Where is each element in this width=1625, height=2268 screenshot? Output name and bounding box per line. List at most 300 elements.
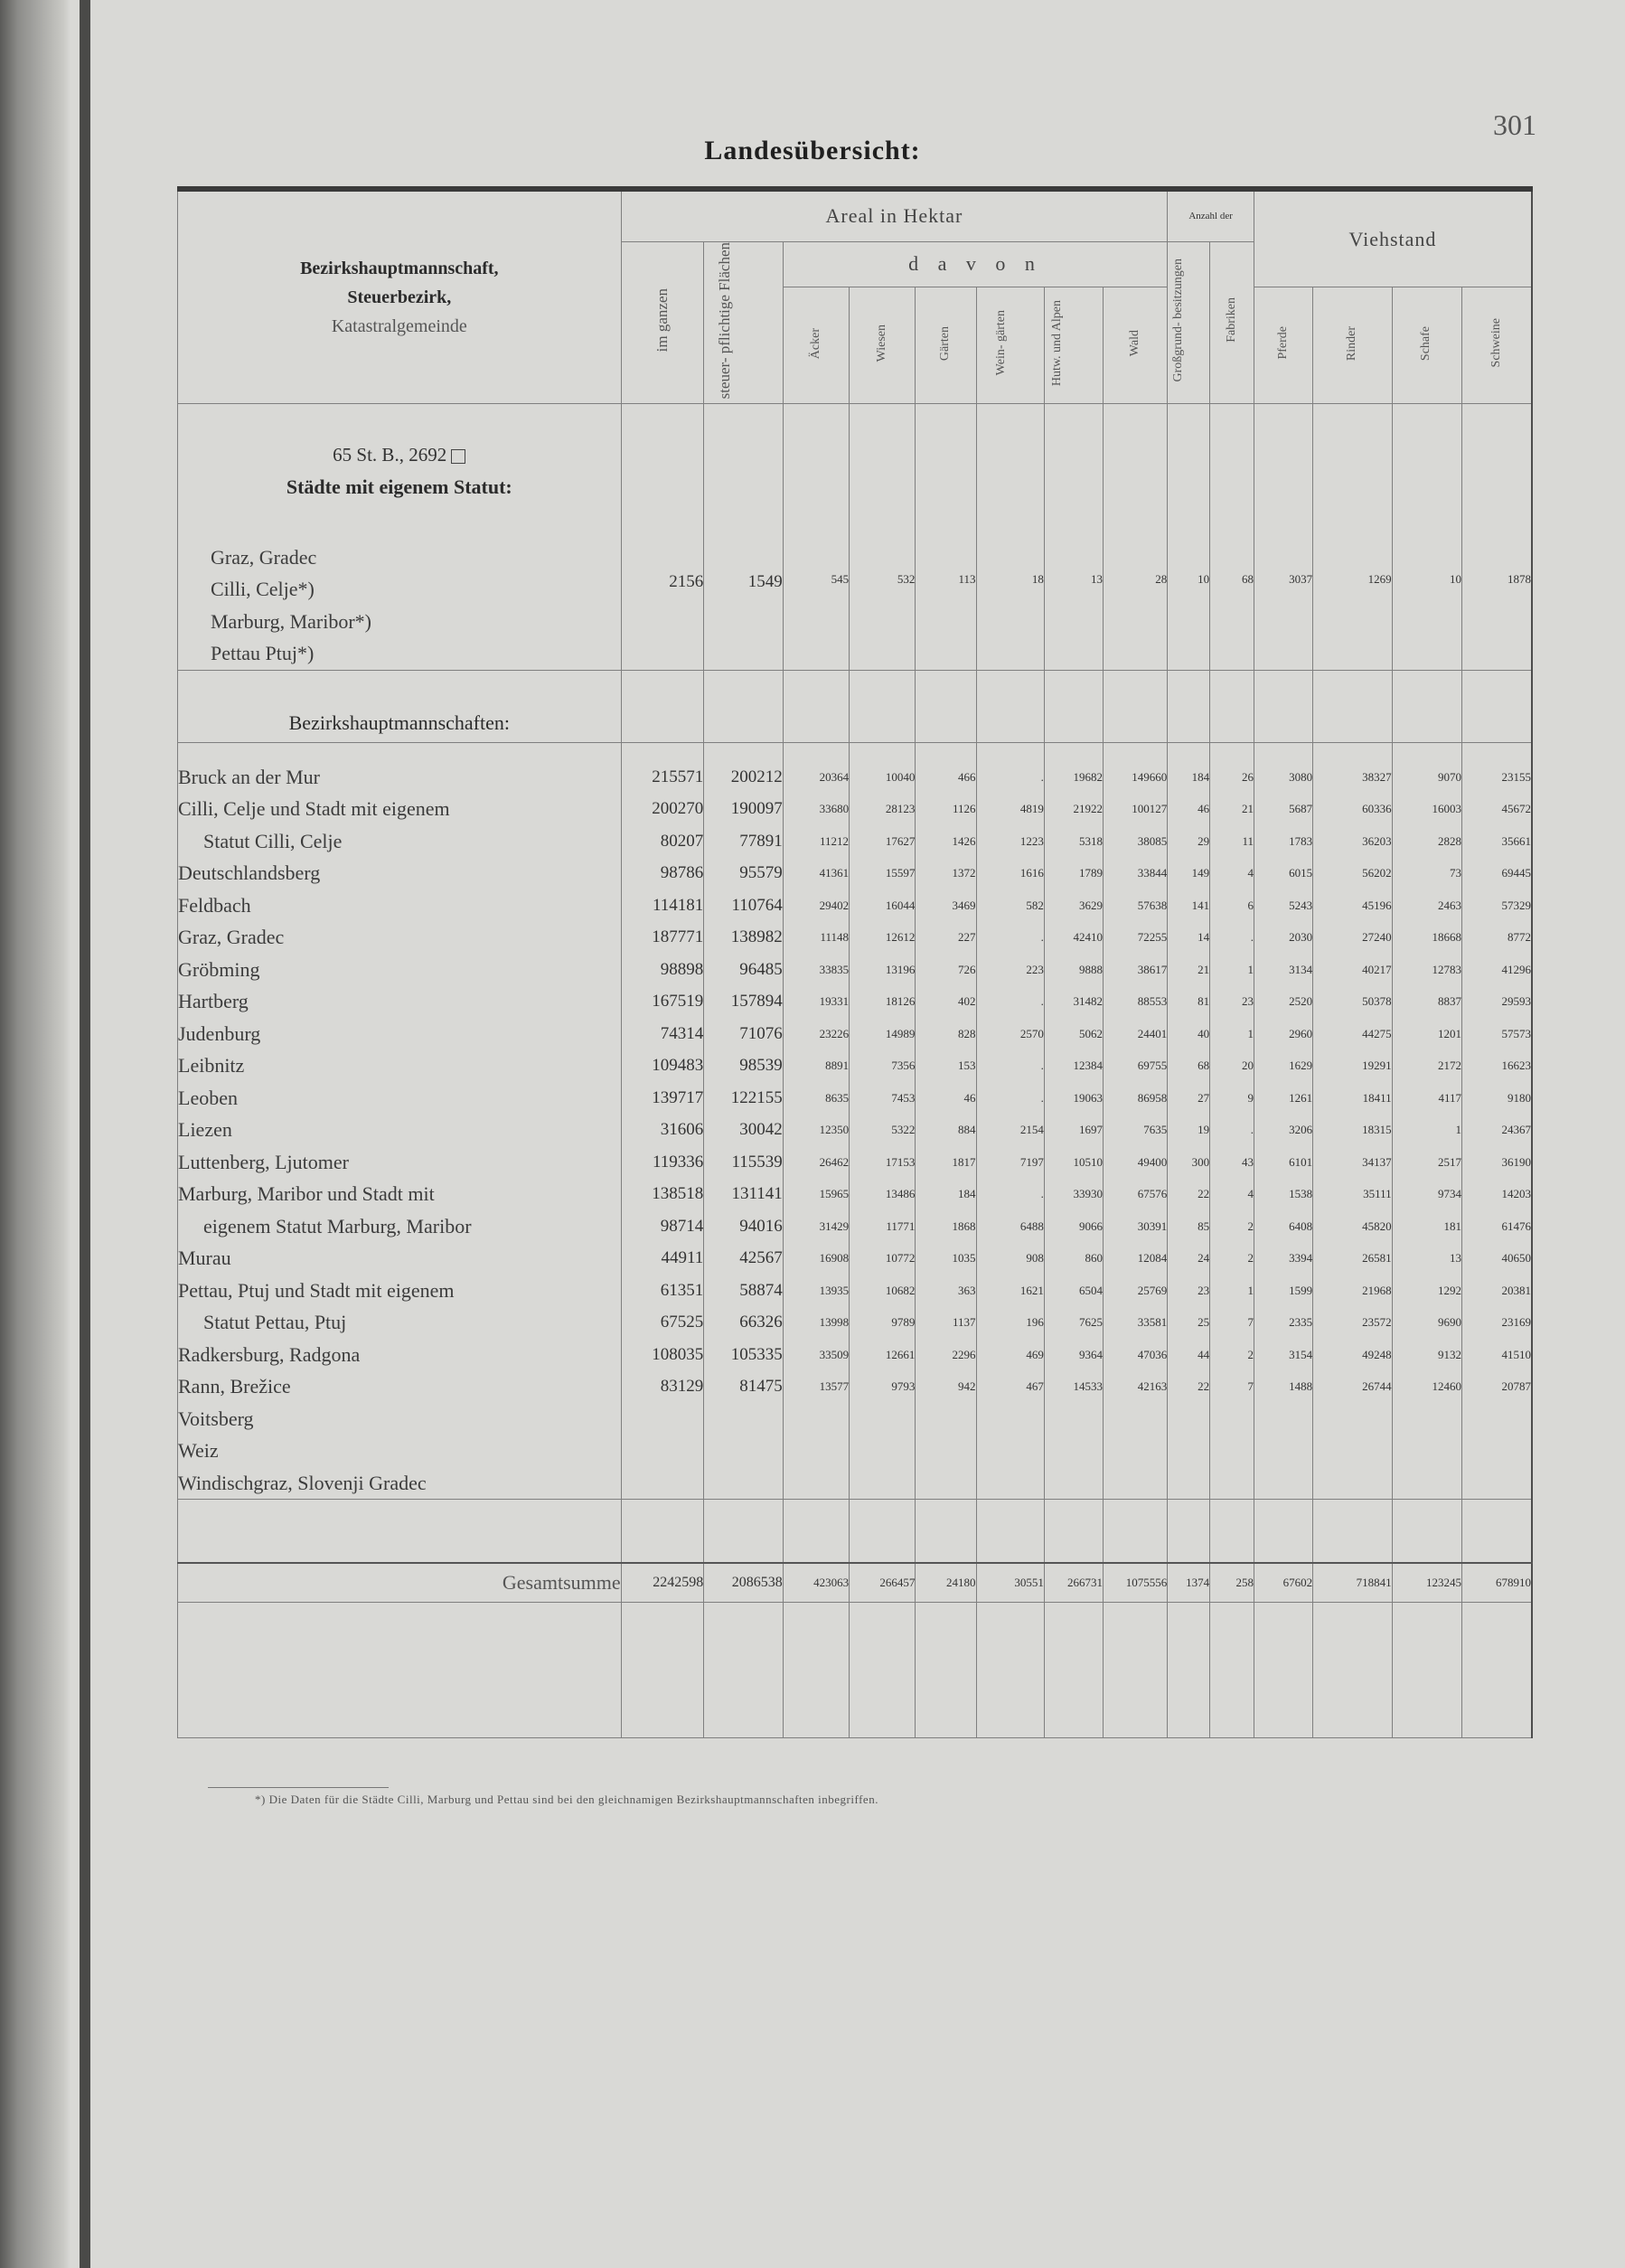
district-value: 80207 (660, 831, 704, 851)
district-value: 8891 (825, 1059, 850, 1073)
district-value: 6504 (1078, 1283, 1103, 1297)
district-name: Marburg, Maribor und Stadt mit (178, 1182, 435, 1206)
district-value: 98898 (660, 959, 704, 979)
district-value: 46 (963, 1090, 976, 1105)
district-value: 18411 (1362, 1090, 1392, 1105)
total-value: 266731 (1044, 1563, 1103, 1603)
district-value: 30391 (1137, 1219, 1168, 1233)
district-value: 2154 (1019, 1123, 1044, 1137)
district-value: 69755 (1137, 1059, 1168, 1073)
statistics-table (177, 186, 1533, 1738)
district-name: Luttenberg, Ljutomer (178, 1150, 349, 1173)
district-value: . (1040, 1090, 1044, 1105)
district-value: 42163 (1137, 1379, 1168, 1394)
col-schafe: Schafe (1392, 287, 1461, 404)
district-value: 21 (1198, 962, 1210, 976)
district-name: Murau (178, 1247, 231, 1270)
district-value: 98786 (660, 863, 704, 883)
district-value: 3394 (1289, 1251, 1313, 1266)
district-value: 18126 (885, 994, 916, 1009)
cities-value: 68 (1210, 403, 1254, 670)
district-value: 3154 (1289, 1347, 1313, 1361)
district-value: 884 (958, 1123, 976, 1137)
col-gaerten: Gärten (916, 287, 976, 404)
col-im-ganzen: im ganzen (621, 241, 704, 403)
district-value: 2828 (1438, 833, 1461, 848)
district-name: Statut Pettau, Ptuj (203, 1311, 347, 1334)
district-value: 7356 (891, 1059, 916, 1073)
district-value: 200212 (730, 767, 783, 786)
district-value: 42410 (1073, 930, 1103, 945)
district-value: 1126 (952, 802, 976, 816)
district-value: 1261 (1289, 1090, 1313, 1105)
district-value: 16044 (885, 898, 916, 912)
district-value: 29 (1198, 833, 1210, 848)
total-value: 258 (1210, 1563, 1254, 1603)
col-rinder: Rinder (1313, 287, 1393, 404)
district-value: 153 (958, 1059, 976, 1073)
district-value: 3206 (1289, 1123, 1313, 1137)
district-value: 81475 (739, 1377, 783, 1397)
district-value: 10510 (1073, 1154, 1103, 1169)
district-value: 2570 (1019, 1026, 1044, 1040)
district-value: 41510 (1501, 1347, 1531, 1361)
district-value: 167519 (652, 992, 704, 1012)
district-value: 12661 (885, 1347, 916, 1361)
district-value: 9789 (891, 1315, 916, 1330)
total-value: 718841 (1313, 1563, 1393, 1603)
district-value: 77891 (739, 831, 783, 851)
district-value: 9734 (1438, 1187, 1461, 1201)
district-value: 9132 (1438, 1347, 1461, 1361)
total-value: 2086538 (704, 1563, 784, 1603)
district-value: 7453 (891, 1090, 916, 1105)
cities-value: 28 (1103, 403, 1167, 670)
district-value: 300 (1191, 1154, 1210, 1169)
district-value: 9364 (1078, 1347, 1103, 1361)
district-column-im-ganzen (621, 742, 704, 1500)
district-value: 16623 (1501, 1059, 1531, 1073)
district-value: 12783 (1432, 962, 1461, 976)
district-value: 67525 (660, 1313, 704, 1332)
district-value: 6015 (1289, 866, 1313, 880)
district-value: 1868 (952, 1219, 976, 1233)
district-name: Judenburg (178, 1021, 261, 1045)
district-value: 44 (1198, 1347, 1210, 1361)
district-value: 2335 (1289, 1315, 1313, 1330)
district-name: Leibnitz (178, 1054, 245, 1078)
district-value: 40 (1198, 1026, 1210, 1040)
col-pferde: Pferde (1254, 287, 1312, 404)
header-label-3: Katastralgemeinde (331, 315, 467, 336)
district-value: 190097 (730, 799, 783, 819)
district-value: 8837 (1438, 994, 1461, 1009)
districts-row (178, 742, 1533, 1500)
district-value: 1292 (1438, 1283, 1461, 1297)
district-value: 34137 (1362, 1154, 1392, 1169)
district-value: 828 (958, 1026, 976, 1040)
district-value: 1538 (1289, 1187, 1313, 1201)
district-value: 61351 (660, 1280, 704, 1300)
district-value: 2 (1247, 1251, 1254, 1266)
total-value: 2242598 (621, 1563, 704, 1603)
district-value: 3134 (1289, 962, 1313, 976)
district-value: 98539 (739, 1056, 783, 1076)
district-value: 6488 (1019, 1219, 1044, 1233)
district-value: 466 (958, 769, 976, 784)
district-name: Pettau, Ptuj und Stadt mit eigenem (178, 1278, 455, 1302)
district-value: 7635 (1143, 1123, 1168, 1137)
district-value: 4117 (1438, 1090, 1461, 1105)
district-value: 58874 (739, 1280, 783, 1300)
district-value: 2 (1247, 1347, 1254, 1361)
district-value: 2 (1247, 1219, 1254, 1233)
header-label-1: Bezirkshauptmannschaft, (300, 258, 499, 278)
district-column-rinder (1313, 742, 1393, 1500)
district-name: Leoben (178, 1086, 238, 1109)
district-value: 9 (1247, 1090, 1254, 1105)
district-value: 29402 (819, 898, 850, 912)
district-value: 29593 (1501, 994, 1531, 1009)
district-value: 5318 (1078, 833, 1103, 848)
district-value: 24401 (1137, 1026, 1168, 1040)
district-value: 200270 (652, 799, 704, 819)
city-name: Pettau Ptuj*) (211, 642, 315, 665)
district-value: 12460 (1432, 1379, 1461, 1394)
district-value: 8772 (1508, 930, 1531, 945)
district-value: 1616 (1019, 866, 1044, 880)
district-value: 23 (1198, 1283, 1210, 1297)
district-value: 184 (958, 1187, 976, 1201)
district-value: 81 (1198, 994, 1210, 1009)
section-districts-row (178, 670, 1533, 742)
district-value: 11 (1242, 833, 1254, 848)
district-value: 12350 (819, 1123, 850, 1137)
district-value: 942 (958, 1379, 976, 1394)
district-value: 49400 (1137, 1154, 1168, 1169)
district-value: 94016 (739, 1216, 783, 1236)
col-fabriken: Fabriken (1210, 241, 1254, 403)
district-value: 19331 (819, 994, 850, 1009)
cities-value: 1269 (1313, 403, 1393, 670)
district-value: 50378 (1362, 994, 1392, 1009)
cities-value: 13 (1044, 403, 1103, 670)
district-value: 110764 (731, 895, 783, 915)
district-value: 13935 (819, 1283, 850, 1297)
cities-value: 532 (850, 403, 916, 670)
district-value: 3629 (1078, 898, 1103, 912)
district-name: Graz, Gradec (178, 926, 285, 949)
district-value: 14533 (1073, 1379, 1103, 1394)
district-value: 36190 (1501, 1154, 1531, 1169)
district-value: 10772 (885, 1251, 916, 1266)
district-value: 38617 (1137, 962, 1168, 976)
district-value: 19063 (1073, 1090, 1103, 1105)
district-value: 25 (1198, 1315, 1210, 1330)
district-value: 85 (1198, 1219, 1210, 1233)
district-value: 9070 (1438, 769, 1461, 784)
district-value: 12084 (1137, 1251, 1168, 1266)
district-value: 10040 (885, 769, 916, 784)
district-column-schweine (1462, 742, 1533, 1500)
district-value: 141 (1191, 898, 1210, 912)
district-name: Deutschlandsberg (178, 861, 321, 885)
cities-value: 10 (1168, 403, 1210, 670)
district-value: 726 (958, 962, 976, 976)
district-value: 30042 (739, 1120, 783, 1140)
district-value: 49248 (1362, 1347, 1392, 1361)
cities-value: 2156 (621, 403, 704, 670)
col-schweine: Schweine (1462, 287, 1533, 404)
district-value: 14203 (1501, 1187, 1531, 1201)
district-value: 181 (1443, 1219, 1461, 1233)
total-value: 24180 (916, 1563, 976, 1603)
city-name: Marburg, Maribor*) (211, 609, 371, 633)
header-row-1 (178, 189, 1533, 241)
district-value: 1 (1247, 962, 1254, 976)
district-column-schafe (1392, 742, 1461, 1500)
district-value: 83129 (660, 1377, 704, 1397)
district-value: 3080 (1289, 769, 1313, 784)
district-value: . (1040, 1187, 1044, 1201)
total-value: 423063 (783, 1563, 849, 1603)
district-value: 582 (1026, 898, 1044, 912)
district-value: 19682 (1073, 769, 1103, 784)
district-value: 73 (1450, 866, 1461, 880)
district-value: 23 (1241, 994, 1254, 1009)
district-value: 96485 (739, 959, 783, 979)
district-value: 1488 (1289, 1379, 1313, 1394)
district-value: 43 (1241, 1154, 1254, 1169)
bottom-blank-row (178, 1603, 1533, 1738)
district-value: 13196 (885, 962, 916, 976)
col-aecker: Äcker (783, 287, 849, 404)
district-value: 95579 (739, 863, 783, 883)
district-value: 56202 (1362, 866, 1392, 880)
district-name: Radkersburg, Radgona (178, 1342, 361, 1366)
header-label-2: Steuerbezirk, (347, 287, 452, 307)
district-value: 68 (1198, 1059, 1210, 1073)
district-value: 33680 (819, 802, 850, 816)
district-value: 114181 (652, 895, 704, 915)
district-value: 19291 (1362, 1059, 1392, 1073)
district-value: 122155 (730, 1087, 783, 1107)
district-value: 61476 (1501, 1219, 1531, 1233)
district-value: 7625 (1078, 1315, 1103, 1330)
district-name: eigenem Statut Marburg, Maribor (203, 1214, 472, 1238)
district-value: 467 (1026, 1379, 1044, 1394)
district-value: 4 (1247, 866, 1254, 880)
anzahl-header: Anzahl der (1168, 189, 1254, 241)
cities-value: 1549 (704, 403, 784, 670)
district-column-fabr (1210, 742, 1254, 1500)
district-value: 72255 (1137, 930, 1168, 945)
district-value: 33581 (1137, 1315, 1168, 1330)
intro-text: 65 St. B., 2692 (333, 443, 447, 466)
district-value: 1372 (952, 866, 976, 880)
row-label-header (178, 189, 622, 403)
district-value: 2296 (952, 1347, 976, 1361)
district-value: 22 (1198, 1187, 1210, 1201)
district-value: 26462 (819, 1154, 850, 1169)
district-value: 45820 (1362, 1219, 1392, 1233)
district-value: 98714 (660, 1216, 704, 1236)
district-value: 46 (1198, 802, 1210, 816)
district-value: 10682 (885, 1283, 916, 1297)
page-number: 301 (1493, 108, 1536, 141)
district-value: 15965 (819, 1187, 850, 1201)
district-value: . (1040, 994, 1044, 1009)
district-value: 13577 (819, 1379, 850, 1394)
district-value: 1789 (1078, 866, 1103, 880)
page-title: Landesübersicht: (704, 136, 921, 165)
district-value: 69445 (1501, 866, 1531, 880)
district-value: 5243 (1289, 898, 1313, 912)
district-value: 14 (1198, 930, 1210, 945)
district-value: 138518 (652, 1184, 704, 1204)
district-value: 12612 (885, 930, 916, 945)
cities-value: 545 (783, 403, 849, 670)
district-value: 131141 (731, 1184, 783, 1204)
district-value: 2520 (1289, 994, 1313, 1009)
spacer-row (178, 1500, 1533, 1563)
district-value: 115539 (731, 1152, 783, 1172)
col-wald: Wald (1103, 287, 1167, 404)
district-value: 20787 (1501, 1379, 1531, 1394)
district-value: 363 (958, 1283, 976, 1297)
district-value: 41361 (819, 866, 850, 880)
district-value: 60336 (1362, 802, 1392, 816)
district-value: . (1040, 769, 1044, 784)
district-value: 20381 (1501, 1283, 1531, 1297)
district-value: 5062 (1078, 1026, 1103, 1040)
district-value: 67576 (1137, 1187, 1168, 1201)
district-value: 3469 (952, 898, 976, 912)
district-value: . (1250, 1123, 1254, 1137)
district-name: Weiz (178, 1439, 219, 1463)
district-value: 35111 (1363, 1187, 1392, 1201)
district-value: 109483 (652, 1056, 704, 1076)
district-value: 908 (1026, 1251, 1044, 1266)
district-value: 6 (1247, 898, 1254, 912)
district-value: 7197 (1019, 1154, 1044, 1169)
district-value: 187771 (652, 927, 704, 947)
district-value: 2517 (1438, 1154, 1461, 1169)
district-value: 33844 (1137, 866, 1168, 880)
city-list (211, 541, 621, 670)
district-value: . (1040, 1059, 1044, 1073)
district-value: 138982 (730, 927, 783, 947)
district-value: 11771 (886, 1219, 916, 1233)
district-value: 1629 (1289, 1059, 1313, 1073)
district-column-gaerten (916, 742, 976, 1500)
district-value: 26581 (1362, 1251, 1392, 1266)
district-value: 9180 (1508, 1090, 1531, 1105)
col-hutweiden: Hutw. und Alpen (1044, 287, 1103, 404)
total-value: 1374 (1168, 1563, 1210, 1603)
district-value: 105335 (730, 1344, 783, 1364)
district-value: 16003 (1432, 802, 1461, 816)
district-value: 1223 (1019, 833, 1044, 848)
district-value: 45196 (1362, 898, 1392, 912)
district-value: 1201 (1438, 1026, 1461, 1040)
district-name: Voitsberg (178, 1407, 254, 1430)
district-name: Cilli, Celje und Stadt mit eigenem (178, 797, 450, 821)
district-value: 21 (1241, 802, 1254, 816)
district-value: 14989 (885, 1026, 916, 1040)
district-column-steuer (704, 742, 784, 1500)
viehstand-header: Viehstand (1254, 189, 1532, 287)
district-name: Windischgraz, Slovenji Gradec (178, 1471, 427, 1494)
district-value: 4 (1247, 1187, 1254, 1201)
district-value: 18668 (1432, 930, 1461, 945)
col-steuerpflichtig: steuer- pflichtige Flächen (704, 241, 784, 403)
district-column-wiesen (850, 742, 916, 1500)
col-grossgrund: Großgrund- besitzungen (1168, 241, 1210, 403)
total-value: 123245 (1392, 1563, 1461, 1603)
district-value: 27240 (1362, 930, 1392, 945)
district-value: 149660 (1132, 769, 1168, 784)
district-value: 24 (1198, 1251, 1210, 1266)
district-value: 33930 (1073, 1187, 1103, 1201)
district-value: 223 (1026, 962, 1044, 976)
district-value: 25769 (1137, 1283, 1168, 1297)
district-value: 9888 (1078, 962, 1103, 976)
district-value: 1817 (952, 1154, 976, 1169)
district-value: 33509 (819, 1347, 850, 1361)
district-value: 36203 (1362, 833, 1392, 848)
district-column-hutw (1044, 742, 1103, 1500)
cities-value: 3037 (1254, 403, 1312, 670)
district-value: 26 (1241, 769, 1254, 784)
district-value: 1 (1247, 1026, 1254, 1040)
district-value: 5322 (891, 1123, 916, 1137)
district-value: 74314 (660, 1023, 704, 1043)
section-districts-heading: Bezirkshauptmannschaften: (178, 670, 622, 742)
areal-header: Areal in Hektar (621, 189, 1168, 241)
district-value: 31482 (1073, 994, 1103, 1009)
district-value: 13486 (885, 1187, 916, 1201)
col-weingaerten: Wein- gärten (976, 287, 1044, 404)
district-value: 5687 (1289, 802, 1313, 816)
district-value: 86958 (1137, 1090, 1168, 1105)
district-value: 8635 (825, 1090, 850, 1105)
section-cities-heading: Städte mit eigenem Statut: (286, 475, 512, 498)
district-value: 15597 (885, 866, 916, 880)
district-value: 28123 (885, 802, 916, 816)
district-value: 57573 (1501, 1026, 1531, 1040)
district-value: 38327 (1362, 769, 1392, 784)
district-value: 2463 (1438, 898, 1461, 912)
district-value: 469 (1026, 1347, 1044, 1361)
district-value: 26744 (1362, 1379, 1392, 1394)
district-value: 11148 (820, 930, 850, 945)
district-value: 21968 (1362, 1283, 1392, 1297)
district-value: 45672 (1501, 802, 1531, 816)
district-value: 40650 (1501, 1251, 1531, 1266)
district-value: 71076 (739, 1023, 783, 1043)
district-value: 23155 (1501, 769, 1531, 784)
district-value: 7 (1247, 1315, 1254, 1330)
district-value: 11212 (820, 833, 850, 848)
district-name: Bruck an der Mur (178, 765, 321, 788)
district-value: 196 (1026, 1315, 1044, 1330)
district-value: 1697 (1078, 1123, 1103, 1137)
col-wiesen: Wiesen (850, 287, 916, 404)
district-value: 119336 (652, 1152, 704, 1172)
footnote-rule (208, 1787, 389, 1788)
district-value: 13 (1450, 1251, 1461, 1266)
